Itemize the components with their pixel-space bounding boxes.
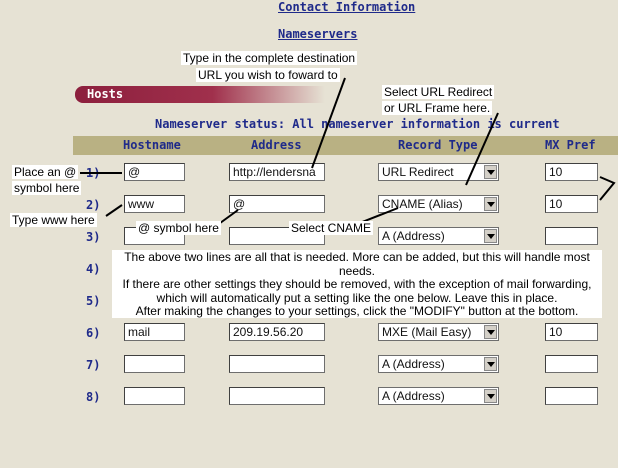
nameservers-link[interactable]: Nameservers (278, 27, 358, 41)
arrow-destination (312, 78, 345, 168)
column-mx-pref: MX Pref (545, 138, 596, 152)
annotation-redirect-line2: or URL Frame here. (384, 101, 491, 115)
row-number: 3) (86, 230, 101, 244)
arrow-mx (600, 177, 614, 200)
annotation-redirect-line1: Select URL Redirect (384, 85, 493, 99)
annotation-type-www: Type www here (12, 213, 95, 227)
record-type-value: URL Redirect (382, 165, 454, 179)
hostname-input[interactable]: @ (124, 163, 185, 181)
hostname-input[interactable]: mail (124, 323, 185, 341)
annotation-place-at-line1: Place an @ (14, 165, 77, 179)
row-number: 7) (86, 358, 101, 372)
row-number: 5) (86, 294, 101, 308)
arrow-type-www (106, 205, 122, 216)
column-record-type: Record Type (398, 138, 478, 152)
annotation-at-symbol: @ symbol here (138, 221, 219, 235)
contact-information-link[interactable]: Contact Information (278, 0, 416, 14)
instructions-line2: If there are other settings they should be removed, with the exception of mail forwarding, (122, 277, 592, 291)
address-input[interactable]: @ (229, 195, 325, 213)
nameserver-status: Nameserver status: All nameserver information is current (155, 117, 560, 131)
row-number: 6) (86, 326, 101, 340)
record-type-value: A (Address) (382, 357, 445, 371)
record-type-value: CNAME (Alias) (382, 197, 463, 211)
row-number: 8) (86, 390, 101, 404)
hosts-title: Hosts (87, 87, 124, 101)
address-input[interactable]: http://lendersna (229, 163, 325, 181)
instructions-note (112, 250, 602, 318)
mx-pref-input[interactable]: 10 (545, 323, 598, 341)
address-input[interactable]: 209.19.56.20 (229, 323, 325, 341)
arrow-redirect (466, 113, 498, 185)
record-type-value: A (Address) (382, 229, 445, 243)
row-number: 1) (86, 166, 101, 180)
annotation-select-cname: Select CNAME (291, 221, 372, 235)
mx-pref-input[interactable]: 10 (545, 163, 598, 181)
column-address: Address (251, 138, 302, 152)
column-hostname: Hostname (123, 138, 181, 152)
annotation-place-at-line2: symbol here (14, 181, 80, 195)
row-number: 2) (86, 198, 101, 212)
row-number: 4) (86, 262, 101, 276)
mx-pref-input[interactable]: 10 (545, 195, 598, 213)
record-type-value: MXE (Mail Easy) (382, 325, 472, 339)
instructions-line1: The above two lines are all that is needed. More can be added, but this will handle most needs. (124, 250, 590, 278)
annotation-destination-line1: Type in the complete destination (183, 51, 356, 65)
hostname-input[interactable]: www (124, 195, 185, 213)
annotation-destination-line2: URL you wish to foward to (198, 68, 338, 82)
instructions-line3: which will automatically put a setting like the one below. Leave this in place. (156, 290, 558, 305)
record-type-value: A (Address) (382, 389, 445, 403)
instructions-line4: After making the changes to your settings, click the "MODIFY" button at the bottom. (135, 304, 579, 318)
